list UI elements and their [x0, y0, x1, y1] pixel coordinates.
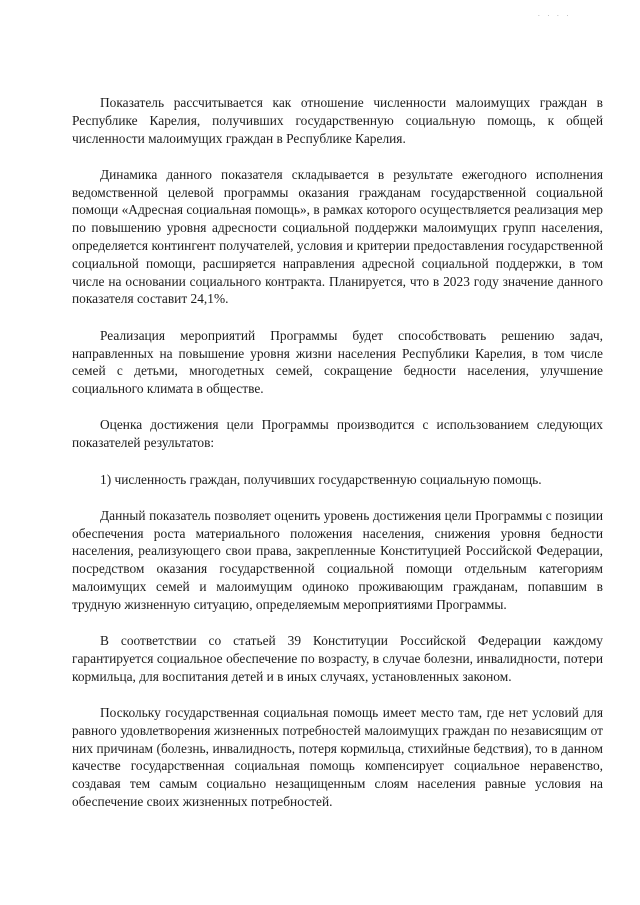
paragraph-indicator-definition: Показатель рассчитывается как отношение численности малоимущих граждан в Республике Карелия, получивших государственную социальную помощь, к общей численности малоимущих граждан в Республике Карелия. [72, 95, 603, 146]
paragraph-result-indicator-1: 1) численность граждан, получивших государственную социальную помощь. [100, 471, 542, 487]
paragraph-indicator-dynamics: Динамика данного показателя складывается в результате ежегодного исполнения ведомственной целевой программы оказания гражданам государственной социальной помощи «Адресная социальная помощь», в рамках которого осуществляется реализация мер по повышению уровня адресности социальной поддержки малоимущих групп населения, определяется контингент получателей, условия и критерии предоставления государственной социальной помощи, расширяется направления адресной социальной поддержки, в том числе на основании социального контракта. Планируется, что в 2023 году значение данного показателя составит 24,1%. [72, 166, 603, 307]
paragraph-social-inequality: Поскольку государственная социальная помощь имеет место там, где нет условий для равного удовлетворения жизненных потребностей малоимущих граждан по независящим от них причинам (болезнь, инвалидность, потеря кормильца, стихийные бедствия), то в данном качестве государственная социальная помощь компенсирует социальное неравенство, создавая тем самым социально незащищенным слоям населения равные условия на обеспечение своих жизненных потребностей. [72, 705, 603, 809]
document-body [72, 94, 603, 829]
paragraph-evaluation: Оценка достижения цели Программы производится с использованием следующих показателей результатов: [72, 417, 603, 451]
paragraph-indicator-purpose: Данный показатель позволяет оценить уровень достижения цели Программы с позиции обеспечения роста материального положения населения, снижения уровня бедности населения, реализующего свои права, закрепленные Конституцией Российской Федерации, посредством оказания государственной социальной помощи отдельным категориям малоимущих семей и малоимущим одиноко проживающим гражданам, попавшим в трудную жизненную ситуацию, определяемым мероприятиями Программы. [72, 507, 603, 612]
paragraph-constitution-article-39: В соответствии со статьей 39 Конституции Российской Федерации каждому гарантируется социальное обеспечение по возрасту, в случае болезни, инвалидности, потери кормильца, для воспитания детей и в иных случаях, установленных законом. [72, 633, 603, 684]
paragraph-program-goals: Реализация мероприятий Программы будет способствовать решению задач, направленных на повышение уровня жизни населения Республики Карелия, в том числе семей с детьми, многодетных семей, сокращение бедности населения, улучшение социального климата в обществе. [72, 327, 603, 397]
corner-scan-mark: . . . . [538, 10, 572, 18]
